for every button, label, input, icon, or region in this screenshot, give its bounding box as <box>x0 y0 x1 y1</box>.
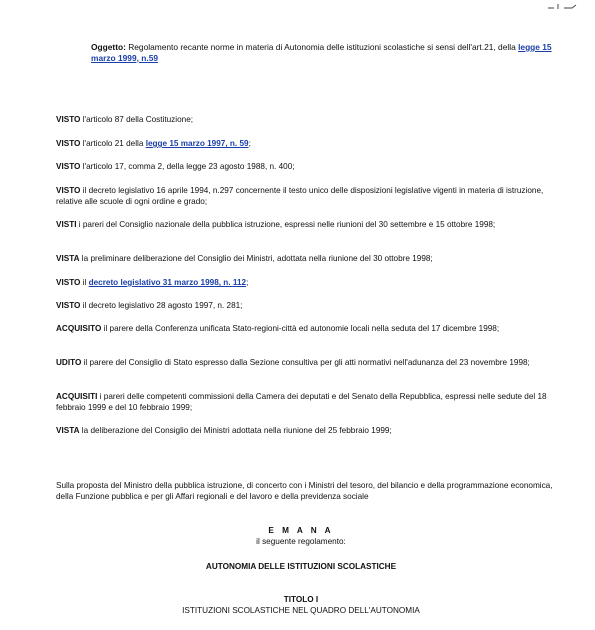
emana-heading: E M A N A <box>268 526 334 535</box>
recital-lead: VISTO <box>56 301 81 310</box>
recital-lead: VISTO <box>56 186 81 195</box>
recital-text: la preliminare deliberazione del Consiglio dei Ministri, adottata nella riunione del 30 ottobre 1998; <box>79 254 433 263</box>
recital-text: il decreto legislativo 28 agosto 1997, n. 281; <box>80 301 243 310</box>
subject-paragraph <box>91 42 561 63</box>
recital-lead: VISTA <box>56 426 80 435</box>
recital-lead: ACQUISITI <box>56 392 98 401</box>
recital-text-end: ; <box>246 278 249 287</box>
subject-text: Regolamento recante norme in materia di Autonomia delle istituzioni scolastiche si sensi dell'art.21, della <box>125 42 519 52</box>
proposal-paragraph: Sulla proposta del Ministro della pubblica istruzione, di concerto con i Ministri del tesoro, del bilancio e della programmazione economica, della Funzione pubblica e per gli Affari regionali e del lavoro e della previdenza sociale <box>56 481 553 501</box>
recital-1 <box>56 114 556 125</box>
recital-decree-link[interactable]: decreto legislativo 31 marzo 1998, n. 112 <box>88 278 247 287</box>
recital-10 <box>56 357 556 368</box>
recital-text: il parere della Conferenza unificata Stato-regioni-città ed autonomie locali nella seduta del 17 dicembre 1998; <box>101 324 500 333</box>
recital-12 <box>56 425 556 436</box>
recital-text: il parere del Consiglio di Stato espresso dalla Sezione consultiva per gli atti normativi nell'adunanza del 23 novembre 1998; <box>81 358 530 367</box>
emana-subtitle: il seguente regolamento: <box>256 537 346 546</box>
recital-7 <box>56 277 556 288</box>
recital-text: i pareri delle competenti commissioni della Camera dei deputati e del Senato della Repubblica, espressi nelle sedute del 18 febbraio 1999 e del 10 febbraio 1999; <box>56 392 547 412</box>
recital-lead: VISTO <box>56 278 81 287</box>
recital-6 <box>56 253 556 264</box>
recital-law-link[interactable]: legge 15 marzo 1997, n. 59 <box>145 139 249 148</box>
recital-text: l'articolo 21 della <box>80 139 146 148</box>
recital-lead: VISTA <box>56 254 80 263</box>
regulation-title: AUTONOMIA DELLE ISTITUZIONI SCOLASTICHE <box>205 562 397 571</box>
recital-text-end: ; <box>248 139 251 148</box>
recital-text: l'articolo 87 della Costituzione; <box>80 115 194 124</box>
recital-text: il decreto legislativo 16 aprile 1994, n.297 concernente il testo unico delle disposizioni legislative vigenti in materia di istruzione, relative alle scuole di ogni ordine e grado; <box>56 186 544 206</box>
titolo-heading: TITOLO I <box>283 595 319 604</box>
recital-2 <box>56 138 556 149</box>
recital-lead: VISTO <box>56 139 81 148</box>
recital-lead: VISTO <box>56 162 81 171</box>
recital-lead: ACQUISITO <box>56 324 102 333</box>
recital-text: la deliberazione del Consiglio dei Ministri adottata nella riunione del 25 febbraio 1999; <box>79 426 392 435</box>
recital-text: i pareri del Consiglio nazionale della pubblica istruzione, espressi nelle riunioni del 30 settembre e 15 ottobre 1998; <box>76 220 496 229</box>
subject-law-link[interactable]: legge 15 marzo 1999, n.59 <box>91 42 552 63</box>
recital-8 <box>56 300 556 311</box>
page-corner-mark <box>548 2 578 10</box>
recital-9 <box>56 323 556 334</box>
recital-5 <box>56 219 556 230</box>
subject-label: Oggetto: <box>91 42 126 52</box>
titolo-subtitle: ISTITUZIONI SCOLASTICHE NEL QUADRO DELL'AUTONOMIA <box>182 606 420 615</box>
recital-lead: UDITO <box>56 358 82 367</box>
recital-3 <box>56 161 556 172</box>
recital-text: il <box>80 278 89 287</box>
recital-4 <box>56 185 556 207</box>
recital-lead: VISTI <box>56 220 77 229</box>
recital-text: l'articolo 17, comma 2, della legge 23 agosto 1988, n. 400; <box>80 162 295 171</box>
recital-lead: VISTO <box>56 115 81 124</box>
recital-11 <box>56 391 556 413</box>
